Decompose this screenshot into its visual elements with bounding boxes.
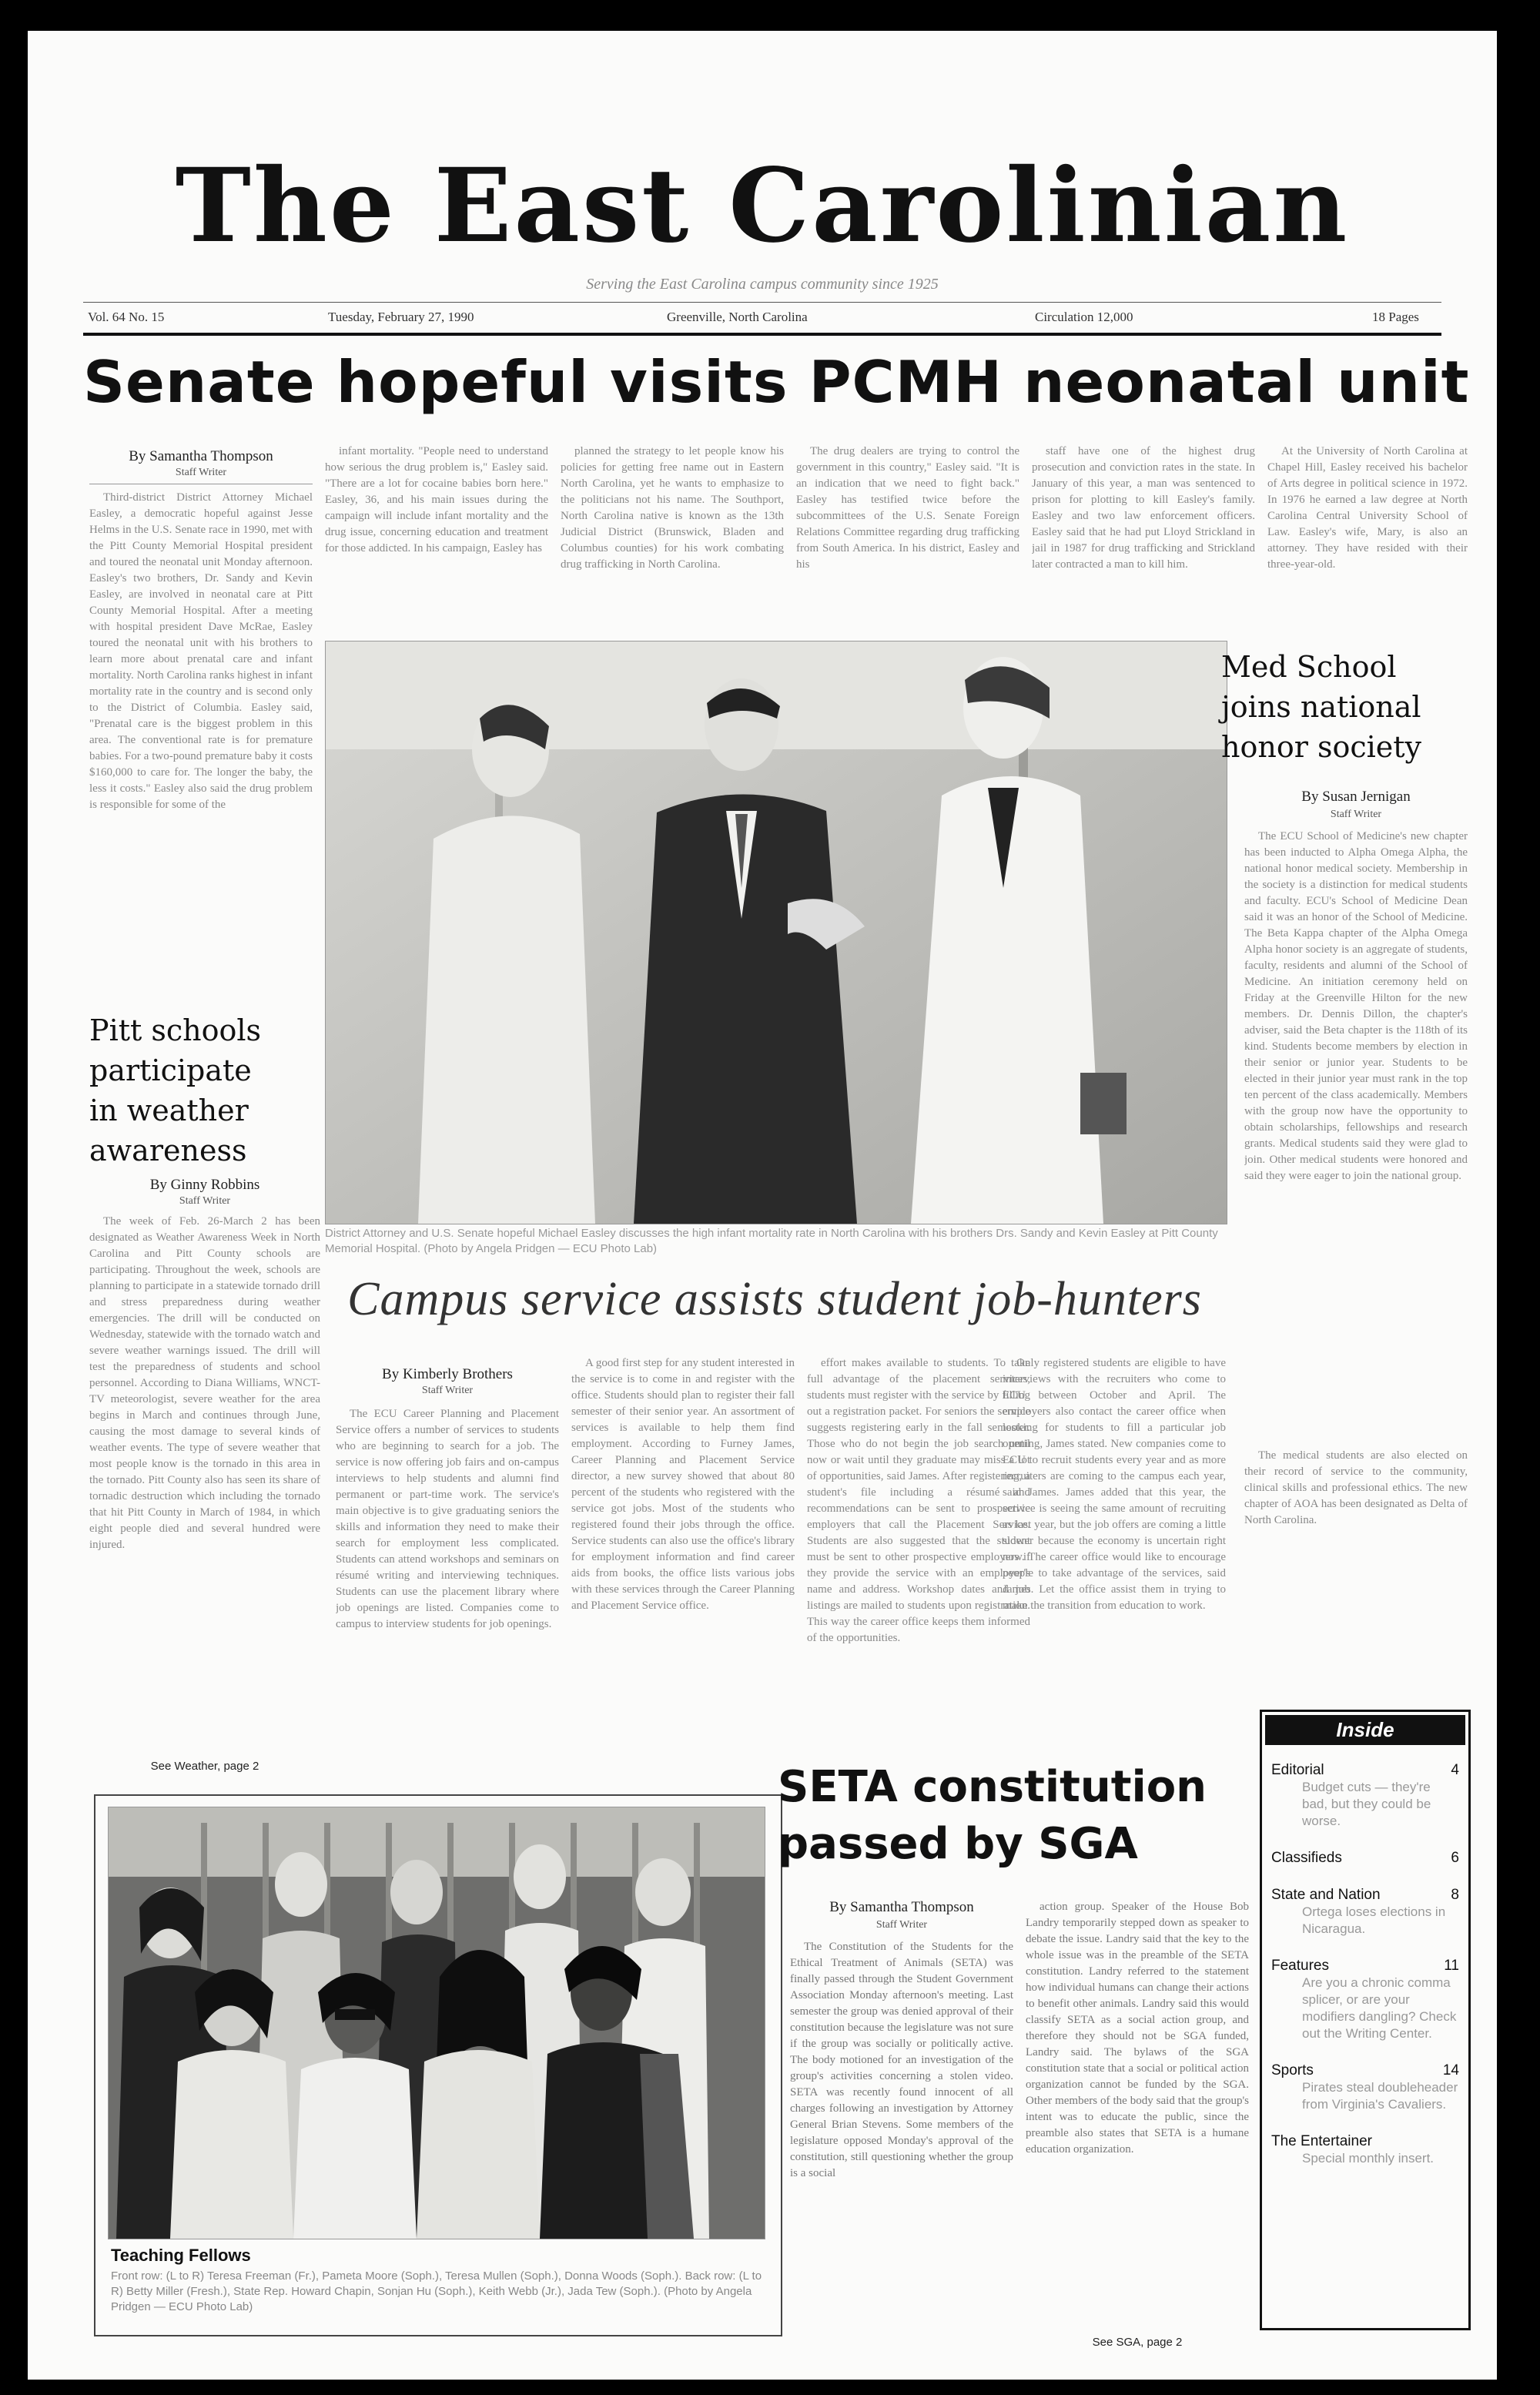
inside-item-row: [1271, 1887, 1459, 1904]
job-hunters-col-2: [571, 1355, 795, 1787]
seta-headline: [778, 1759, 1240, 1873]
med-school-headline: [1221, 647, 1483, 767]
masthead-motto: Serving the East Carolina campus community since 1925: [586, 276, 939, 293]
teaching-fellows-image: [109, 1807, 765, 2239]
teaching-fellows-caption: Front row: (L to R) Teresa Freeman (Fr.), Pameta Moore (Soph.), Teresa Mullen (Soph.), Donna Woods (Soph.). Back row: (L to R) Betty Miller (Fresh.), State Rep. Howard Chapin, Sonjan Hu (Soph.), Keith Webb (Jr.), Jada Tew (Soph.). (Photo by Angela Pridgen — ECU Photo Lab): [111, 2269, 762, 2313]
job-hunters-headline: Campus service assists student job-hunters: [347, 1273, 1202, 1325]
inside-item-page: 11: [1444, 1958, 1459, 1974]
inside-item-sports[interactable]: [1271, 2062, 1459, 2113]
med-school-body-2-text: The medical students are also elected on their record of service to the community, clinical skills and professional ethics. The new chapter of AOA has been designated as Delta of North Carolina.: [1244, 1449, 1468, 1526]
inside-items: [1262, 1748, 1468, 2172]
inside-item-row: [1271, 2133, 1459, 2150]
seta-col-2: [1026, 1899, 1249, 2330]
med-school-headline-line-1: Med School: [1221, 650, 1397, 684]
seta-col-1-text: The Constitution of the Students for the Ethical Treatment of Animals (SETA) was finally passed through the Student Government Association Monday afternoon's meeting. Last semester the group was denied approval of their constitution because the legislature was not sure if the group was socially or politically active. The body motioned for an investigation of the group's activities concerning a stolen video. SETA was recently found innocent of all charges following an investigation by Attorney General Brian Stevens. Some members of the legislature opposed Monday's approval of the constitution, still questioning whether the group is a social: [790, 1941, 1013, 2179]
job-hunters-col-2-text: A good first step for any student interested in the service is to come in and register with the office. Students should plan to register their fall semester of their senior year. An assortment of services is available to help them find employment. According to Furney James, Career Planning and Placement Service director, a new survey showed that about 80 percent of the students who registered with the service got jobs. Most of the students who registered found their jobs through the office. Service students can also use the office's library for employment information and find career aids from books, the office lists various jobs with these services through the Career Planning and Placement Service office.: [571, 1357, 795, 1612]
inside-item-editorial[interactable]: [1271, 1762, 1459, 1830]
pitt-schools-byline: By Ginny Robbins: [149, 1177, 260, 1193]
lead-col-3: [561, 444, 784, 636]
job-hunters-col-4-text: Only registered students are eligible to have interviews with the recruiters who come to ECU between October and April. The employers also contact the career office when looking for students to fill a particular job opening, James stated. New companies come to ECU to recruit students every year and as more recruiters are coming to the campus each year, said James. James added that this year, the service is seeing the same amount of recruiting as last year, but the job offers are coming a little slower because the economy is uncertain right now. The career office would like to encourage people to take advantage of the services, said James. Let the office assist them in trying to make the transition from education to work.: [1003, 1357, 1226, 1612]
job-hunters-col-3: [807, 1355, 1030, 1787]
inside-item-label: Features: [1271, 1958, 1329, 1974]
inside-item-desc: Are you a chronic comma splicer, or are your modifiers dangling? Check out the Writing Center.: [1302, 1975, 1457, 2041]
inside-item-row: [1271, 2062, 1459, 2079]
pitt-schools-headline-line-1: Pitt schools: [89, 1013, 262, 1047]
pitt-schools-headline-line-3: in weather: [89, 1094, 249, 1127]
lead-col-6: [1267, 444, 1468, 644]
inside-item-page: 8: [1451, 1887, 1459, 1903]
inside-item-classifieds[interactable]: [1271, 1850, 1459, 1867]
volume-number: Vol. 64 No. 15: [88, 310, 165, 324]
inside-item-page: 14: [1442, 2062, 1459, 2078]
med-school-headline-line-3: honor society: [1221, 730, 1421, 764]
lead-col-1: [89, 490, 313, 983]
seta-headline-line-2: passed by SGA: [778, 1819, 1138, 1869]
lead-col-3-text: planned the strategy to let people know his policies for getting free name out in Eastern North Carolina, yet he wants to emphasize to the politicians not his name. The Southport, North Carolina native is known as the 13th Judicial District (Brunswick, Bladen and Columbus counties) for his work combating drug trafficking in North Carolina.: [561, 445, 784, 571]
lead-col-2-text: infant mortality. "People need to understand how serious the drug problem is," Easley said. "There are a lot for cocaine babies born here." Easley, 36, and his main issues during the campaign will include infant mortality and the drug issue, concerning education and treatment for those addicted. In his campaign, Easley has: [325, 445, 548, 554]
job-hunters-staff: Staff Writer: [421, 1385, 474, 1396]
folio-rule-top: [83, 302, 1441, 303]
inside-item-desc: Special monthly insert.: [1302, 2151, 1435, 2166]
seta-staff: Staff Writer: [875, 1919, 928, 1931]
teaching-fellows-photo: [108, 1807, 765, 2239]
lead-photo-caption: District Attorney and U.S. Senate hopeful Michael Easley discusses the high infant mortality rate in North Carolina with his brothers Drs. Sandy and Kevin Easley at Pitt County Memorial Hospital. (Photo by Angela Pridgen — ECU Photo Lab): [325, 1227, 1218, 1255]
lead-col-5-text: staff have one of the highest drug prosecution and conviction rates in the state. In January of this year, a man was sentenced to prison for plotting to kill Easley's family. Easley and two law enforcement officers. Easley said that he had put Lloyd Strickland in jail in 1987 for drug trafficking and Strickland later contracted a man to kill him.: [1032, 445, 1255, 571]
pitt-schools-jump[interactable]: See Weather, page 2: [150, 1760, 259, 1773]
seta-byline: By Samantha Thompson: [829, 1899, 974, 1915]
med-school-byline: By Susan Jernigan: [1301, 789, 1411, 805]
job-hunters-col-1-text: The ECU Career Planning and Placement Service offers a number of services to students who are beginning to search for a job. The service is now offering job fairs and on-campus interviews to help students and alumni find permanent or part-time work. The service's main objective is to give graduating seniors the skills and information they need to make their search for employment less complicated. Students can attend workshops and seminars on résumé writing and interviewing techniques. Students can use the placement library where job openings are listed. Companies come to campus to interview students for job openings.: [336, 1408, 559, 1630]
job-hunters-byline: By Kimberly Brothers: [382, 1366, 513, 1382]
inside-item-row: [1271, 1762, 1459, 1779]
inside-item-label: Editorial: [1271, 1762, 1324, 1778]
seta-headline-line-1: SETA constitution: [778, 1762, 1207, 1812]
lead-col-5: [1032, 444, 1255, 636]
lead-col-4-text: The drug dealers are trying to control the government in this country," Easley said. "It is an indication that we need to fight back." Easley has testified twice before the subcommittees of the U.S. Senate Foreign Relations Committee regarding drug trafficking from South America. In his district, Easley and his: [796, 445, 1019, 571]
inside-item-label: Sports: [1271, 2062, 1314, 2078]
job-hunters-col-1: [336, 1406, 559, 1791]
inside-title: Inside: [1265, 1715, 1465, 1745]
teaching-fellows-title: Teaching Fellows: [111, 2246, 251, 2265]
seta-col-1: [790, 1939, 1013, 2355]
lead-photo-image: [326, 641, 1227, 1224]
inside-item-page: 6: [1451, 1850, 1459, 1866]
lead-byline: By Samantha Thompson: [129, 448, 273, 464]
inside-item-row: [1271, 1850, 1459, 1867]
issue-date: Tuesday, February 27, 1990: [328, 310, 474, 324]
page-count: 18 Pages: [1372, 310, 1419, 324]
med-school-headline-line-2: joins national: [1221, 690, 1421, 724]
lead-photo: [325, 641, 1227, 1224]
seta-col-2-text: action group. Speaker of the House Bob Landry temporarily stepped down as speaker to debate the issue. Landry said that the key to the whole issue was in the preamble of the SETA constitution. Landry referred to the statement how individual humans can change their actions to benefit other animals. Landry said this would classify SETA as a social action group, and therefore they should not be SGA funded, Landry said. The bylaws of the SGA constitution state that a social or political action organization cannot be funded by the SGA. Other members of the body said that the group's intent was to educate the public, since the preamble also states that SETA is a humane education organization.: [1026, 1901, 1249, 2156]
lead-col-4: [796, 444, 1019, 636]
lead-col-1-text: Third-district District Attorney Michael Easley, a democratic hopeful against Jesse Helms in the U.S. Senate race in 1990, met with the Pitt County Memorial Hospital president and toured the neonatal unit Monday afternoon. Easley's two brothers, Dr. Sandy and Kevin Easley, are involved in neonatal care at Pitt County Memorial Hospital. After a meeting with hospital president Dave McRae, Easley toured the neonatal unit with his brothers to learn more about prenatal care and infant mortality. North Carolina ranks highest in infant mortality rate in the country and is second only to the District of Columbia. Easley said, "Prenatal care is the biggest problem in this area. The conventional rate is for premature babies. For a two-pound premature baby it costs $160,000 to care for. The longer the baby, the less it costs." Easley also said the drug problem is responsible for some of the: [89, 491, 313, 811]
inside-item-label: The Entertainer: [1271, 2133, 1372, 2149]
job-hunters-col-3-text: effort makes available to students. To take full advantage of the placement services, students must register with the service by filling out a registration packet. For seniors the service suggests registering early in the fall semester. Those who do not begin the job search until now or wait until they graduate may miss a lot of opportunities, said James. After registering, a student's file including a résumé and recommendations can be sent to prospective employers that call the Placement Service. Students are also suggested that the student must be sent to other prospective employers if they provide the service with an employer's name and address. Workshop dates and job listings are mailed to students upon registration. This way the career office keeps them informed of the opportunities.: [807, 1357, 1030, 1644]
pitt-schools-headline: [89, 1010, 343, 1171]
inside-item-features[interactable]: [1271, 1958, 1459, 2042]
newspaper-page: [28, 31, 1497, 2380]
job-hunters-col-4: [1003, 1355, 1226, 1787]
inside-item-row: [1271, 1958, 1459, 1975]
folio-rule-bottom: [83, 333, 1441, 336]
masthead-title: The East Carolinian: [175, 146, 1350, 266]
pitt-schools-staff: Staff Writer: [179, 1195, 231, 1207]
med-school-staff: Staff Writer: [1330, 809, 1382, 820]
inside-item-page: 4: [1451, 1762, 1459, 1778]
med-school-body: [1244, 829, 1468, 1429]
inside-item-desc: Pirates steal doubleheader from Virginia's Cavaliers.: [1302, 2080, 1458, 2112]
pitt-schools-headline-line-2: participate: [89, 1053, 252, 1087]
med-school-body-text: The ECU School of Medicine's new chapter has been inducted to Alpha Omega Alpha, the national honor medical society. Membership in the society is a distinction for medical students and faculty. ECU's School of Medicine Dean said it was an honor of the School of Medicine. The Beta Kappa chapter of the Alpha Omega Alpha honor society is an aggregate of students, faculty, residents and alumni of the School of Medicine. An initiation ceremony held on Friday at the Greenville Hilton for the new members. Dr. Dennis Dillon, the chapter's adviser, said the Beta chapter is the 118th of its kind. Students become members by election in their senior or junior year. Students to be elected in their junior year must rank in the top ten percent of the class academically. Members with the group now have the opportunity to obtain scholarships, fellowships and research grants. Medical students said they were glad to join. Other medical students were honored and said they were eager to join the national group.: [1244, 830, 1468, 1182]
pitt-schools-body: [89, 1214, 320, 1753]
inside-item-desc: Budget cuts — they're bad, but they could be worse.: [1302, 1780, 1431, 1828]
lead-headline: Senate hopeful visits PCMH neonatal unit: [83, 348, 1470, 416]
med-school-body-2: [1244, 1448, 1468, 1710]
seta-jump[interactable]: See SGA, page 2: [1092, 2336, 1183, 2349]
lead-staff: Staff Writer: [175, 467, 227, 478]
inside-item-state-nation[interactable]: [1271, 1887, 1459, 1938]
lead-col-6-text: At the University of North Carolina at Chapel Hill, Easley received his bachelor of Arts degree in political science in 1972. In 1976 he earned a law degree at North Carolina Central University School of Law. Easley's wife, Mary, is also an attorney. They have resided with their three-year-old.: [1267, 445, 1468, 571]
pitt-schools-headline-line-4: awareness: [89, 1134, 247, 1167]
inside-index-box: [1260, 1710, 1471, 2330]
lead-col-2: [325, 444, 548, 636]
inside-item-label: State and Nation: [1271, 1887, 1381, 1903]
issue-location: Greenville, North Carolina: [667, 310, 808, 324]
inside-item-entertainer[interactable]: [1271, 2133, 1459, 2167]
inside-item-desc: Ortega loses elections in Nicaragua.: [1302, 1904, 1446, 1936]
inside-item-label: Classifieds: [1271, 1850, 1342, 1866]
circulation: Circulation 12,000: [1035, 310, 1133, 324]
pitt-schools-body-text: The week of Feb. 26-March 2 has been designated as Weather Awareness Week in North Carolina and Pitt County schools are participating. Throughout the week, schools are planning to participate in a statewide tornado drill and stress preparedness during weather emergencies. The drill will be conducted on Wednesday, statewide with the tornado watch and severe weather warnings issued. The drill will test the preparedness of students and school personnel. According to Diana Williams, WNCT-TV meteorologist, severe weather for the area begins in March and continues through June, causing the most damage to several kinds of weather events. The type of severe weather that most people know is the tornado in this area in the tornado. Pitt County also has seen its share of tornadic destruction which including the tornado that hit Pitt County in March of 1984, in which eight people died and several hundred were injured.: [89, 1215, 320, 1551]
